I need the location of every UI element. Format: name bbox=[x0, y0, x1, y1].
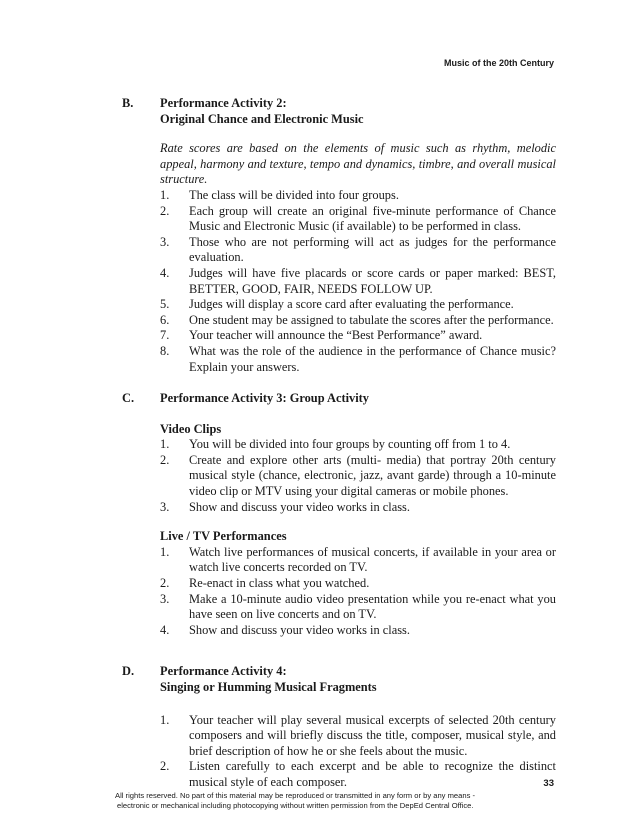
item-text: What was the role of the audience in the performance of Chance music? Explain your answers. bbox=[189, 343, 556, 374]
section-c bbox=[122, 391, 556, 638]
item-number: 7. bbox=[160, 328, 170, 343]
list-item bbox=[160, 623, 556, 639]
item-text: Judges will have five placards or score cards or paper marked: BEST, BETTER, GOOD, FAIR, NEEDS FOLLOW UP. bbox=[189, 265, 556, 296]
item-text: Those who are not performing will act as judges for the performance evaluation. bbox=[189, 234, 556, 265]
item-number: 5. bbox=[160, 297, 170, 312]
section-subtitle: Singing or Humming Musical Fragments bbox=[160, 680, 377, 694]
subsection-title: Video Clips bbox=[160, 421, 222, 436]
item-text: The class will be divided into four groups. bbox=[189, 187, 399, 202]
item-text: You will be divided into four groups by counting off from 1 to 4. bbox=[189, 437, 511, 452]
copyright-footer bbox=[115, 791, 535, 811]
section-intro: Rate scores are based on the elements of music such as rhythm, melodic appeal, harmony and texture, tempo and dynamics, timbre, and overall musical structure. bbox=[160, 141, 556, 187]
item-number: 3. bbox=[160, 499, 170, 514]
item-number: 1. bbox=[160, 544, 170, 559]
item-text: Your teacher will play several musical excerpts of selected 20th century composers and will briefly discuss the title, composer, musical style, and brief description of how he or she feels about the music. bbox=[189, 712, 556, 758]
list-item bbox=[160, 344, 556, 375]
item-text: Make a 10-minute audio video presentation while you re-enact what you have seen on live concerts and on TV. bbox=[189, 591, 556, 622]
list-item bbox=[160, 759, 556, 790]
item-number: 2. bbox=[160, 576, 170, 591]
item-number: 2. bbox=[160, 759, 170, 774]
list-item bbox=[160, 437, 556, 453]
item-text: Show and discuss your video works in class. bbox=[189, 499, 410, 514]
list-item bbox=[160, 313, 556, 329]
section-letter: D. bbox=[122, 664, 135, 679]
item-text: Judges will display a score card after evaluating the performance. bbox=[189, 297, 514, 312]
section-subtitle: Original Chance and Electronic Music bbox=[160, 111, 364, 126]
item-text: Listen carefully to each excerpt and be able to recognize the distinct musical style of each composer. bbox=[189, 759, 556, 789]
list-item bbox=[160, 545, 556, 576]
list-item bbox=[160, 328, 556, 344]
item-number: 2. bbox=[160, 452, 170, 467]
list-item bbox=[160, 713, 556, 760]
item-text: Show and discuss your video works in class. bbox=[189, 622, 410, 637]
item-number: 4. bbox=[160, 622, 170, 637]
item-number: 3. bbox=[160, 591, 170, 606]
item-text: Your teacher will announce the “Best Performance” award. bbox=[189, 328, 483, 343]
item-text: Watch live performances of musical concerts, if available in your area or watch live concerts recorded on TV. bbox=[189, 544, 556, 575]
list-item bbox=[160, 297, 556, 313]
item-number: 6. bbox=[160, 312, 170, 327]
list-item bbox=[160, 500, 556, 516]
list-item bbox=[160, 235, 556, 266]
section-d bbox=[122, 664, 556, 790]
list-item bbox=[160, 592, 556, 623]
item-text: Re-enact in class what you watched. bbox=[189, 576, 370, 591]
list-item bbox=[160, 204, 556, 235]
item-number: 1. bbox=[160, 187, 170, 202]
section-letter: C. bbox=[122, 391, 135, 406]
list-item bbox=[160, 453, 556, 500]
item-number: 1. bbox=[160, 437, 170, 452]
live-performances-list bbox=[160, 545, 556, 639]
list-item bbox=[160, 576, 556, 592]
list-item bbox=[160, 188, 556, 204]
subsection-title: Live / TV Performances bbox=[160, 529, 287, 544]
instruction-list bbox=[160, 188, 556, 375]
video-clips-list bbox=[160, 437, 556, 515]
section-letter: B. bbox=[122, 96, 134, 110]
item-number: 4. bbox=[160, 265, 170, 280]
instruction-list bbox=[160, 713, 556, 791]
item-number: 3. bbox=[160, 234, 170, 249]
item-number: 8. bbox=[160, 343, 170, 358]
item-number: 2. bbox=[160, 203, 170, 218]
page-content bbox=[122, 96, 556, 791]
item-text: Create and explore other arts (multi- media) that portray 20th century musical style (chance, electronic, jazz, avant garde) through a 10-minute video clip or MTV using your digital cameras or mobile phones. bbox=[189, 452, 556, 499]
section-title: Performance Activity 4: bbox=[160, 664, 287, 679]
running-header: Music of the 20th Century bbox=[443, 58, 554, 68]
section-b bbox=[122, 96, 556, 375]
footer-line: electronic or mechanical including photocopying without written permission from the DepEd Central Office. bbox=[117, 801, 474, 810]
item-number: 1. bbox=[160, 712, 170, 727]
section-title: Performance Activity 2: bbox=[160, 96, 287, 110]
item-text: Each group will create an original five-minute performance of Chance Music and Electronic Music (if available) to be performed in class. bbox=[189, 203, 556, 234]
item-text: One student may be assigned to tabulate the scores after the performance. bbox=[189, 312, 554, 327]
page-number: 33 bbox=[543, 778, 554, 789]
footer-line: All rights reserved. No part of this material may be reproduced or transmitted in any form or by any means - bbox=[115, 791, 476, 800]
section-title: Performance Activity 3: Group Activity bbox=[160, 391, 369, 406]
list-item bbox=[160, 266, 556, 297]
